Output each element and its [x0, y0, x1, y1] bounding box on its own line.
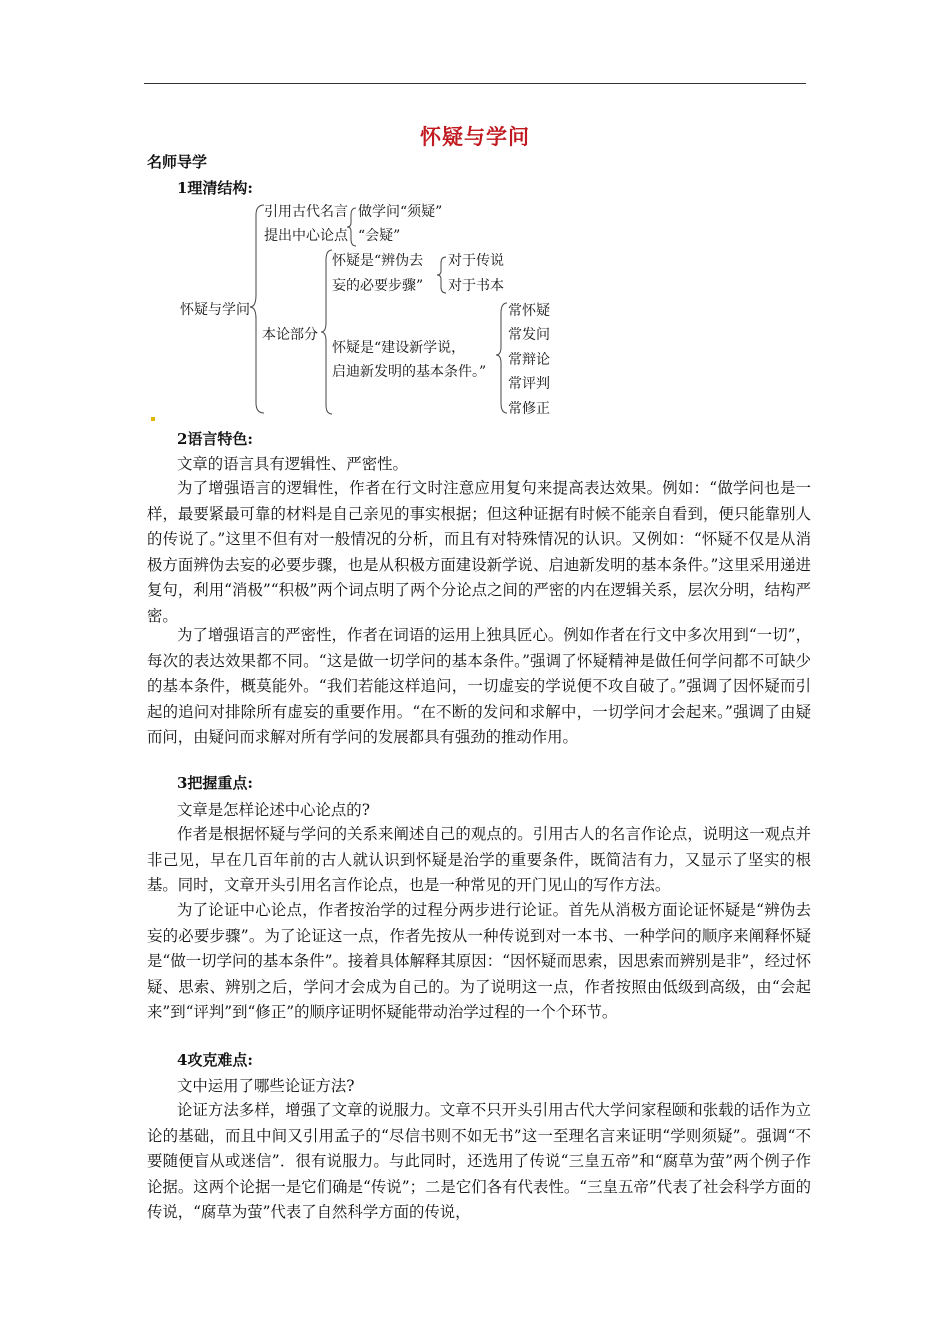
section-3-paragraph-2: 为了论证中心论点，作者按治学的过程分两步进行论证。首先从消极方面论证怀疑是“辨伪去妄的必要步骤”。为了论证这一点，作者先按从一种传说到对一本书、一种学问的顺序来阐释怀疑是“做一切学问的基本条件”。接着具体解释其原因：“因怀疑而思索，因思索而辨别是非”，经过怀疑、思索、辨别之后，学问才会成为自己的。为了说明这一点，作者按照由低级到高级，由“会起来”到“评判”到“修正”的顺序证明怀疑能带动治学过程的一个个环节。 — [147, 901, 811, 1021]
section-4-paragraph-1: 论证方法多样，增强了文章的说服力。文章不只开头引用古代大学问家程颐和张载的话作为立论的基础，而且中间又引用孟子的“尽信书则不如无书”这一至理名言来证明“学则须疑”。强调“不要随便盲从或迷信”．很有说服力。与此同时，还选用了传说“三皇五帝”和“腐草为萤”两个例子作论据。这两个论据一是它们确是“传说”；二是它们各有代表性。“三皇五帝”代表了社会科学方面的传说，“腐草为萤”代表了自然科学方面的传说， — [147, 1101, 811, 1221]
section-3-paragraph-1: 作者是根据怀疑与学问的关系来阐述自己的观点的。引用古人的名言作论点，说明这一观点并非己见，早在几百年前的古人就认识到怀疑是治学的重要条件，既简洁有力，又显示了坚实的根基。同时，文章开头引用名言作论点，也是一种常见的开门见山的写作方法。 — [147, 825, 811, 894]
section-4-question: 文中运用了哪些论证方法? — [177, 1077, 355, 1095]
diagram-intro-line1: 引用古代名言 — [264, 204, 348, 220]
diagram-b1-sub1: 对于传说 — [448, 253, 504, 269]
diagram-intro-line2: 提出中心论点 — [264, 228, 348, 244]
section-4-heading: 4攻克难点: — [177, 1051, 253, 1069]
diagram-intro-sub2: “会疑” — [358, 228, 401, 244]
diagram-body: 本论部分 — [262, 327, 318, 343]
page-title: 怀疑与学问 — [420, 124, 530, 149]
diagram-b2-item: 常发问 — [508, 327, 550, 343]
section-2-intro: 文章的语言具有逻辑性、严密性。 — [177, 455, 408, 473]
structure-diagram — [170, 195, 570, 420]
section-3-question: 文章是怎样论述中心论点的? — [177, 801, 370, 819]
diagram-b2-item: 常评判 — [508, 376, 550, 392]
diagram-intro-sub1: 做学问“须疑” — [358, 204, 443, 220]
section-2-heading: 2语言特色: — [177, 430, 253, 448]
diagram-b2-item: 常修正 — [508, 401, 550, 417]
diagram-root: 怀疑与学问 — [180, 302, 250, 318]
b2-brace — [496, 303, 507, 413]
diagram-b2-line1: 怀疑是“建设新学说， — [332, 340, 466, 356]
diagram-b1-sub2: 对于书本 — [448, 278, 504, 294]
section-1-heading: 1理清结构: — [177, 179, 253, 197]
marker-dot — [151, 417, 155, 421]
diagram-b1-line1: 怀疑是“辨伪去 — [332, 253, 424, 269]
intro-brace — [347, 208, 356, 246]
section-3-heading: 3把握重点: — [177, 774, 253, 792]
section-2-paragraph-2: 为了增强语言的严密性，作者在词语的运用上独具匠心。例如作者在行文中多次用到“一切”，每次的表达效果都不同。“这是做一切学问的基本条件。”强调了怀疑精神是做任何学问都不可缺少的基本条件，概莫能外。“我们若能这样追问，一切虚妄的学说便不攻自破了。”强调了因怀疑而引起的追问对排除所有虚妄的重要作用。“在不断的发问和求解中，一切学问才会起来。”强调了由疑而问，由疑问而求解对所有学问的发展都具有强劲的推动作用。 — [147, 626, 811, 746]
header-rule — [144, 83, 806, 84]
guide-heading: 名师导学 — [147, 153, 208, 171]
b1-brace — [437, 257, 446, 293]
diagram-b2-item: 常辩论 — [508, 352, 550, 368]
diagram-b2-line2: 启迪新发明的基本条件。” — [332, 364, 487, 380]
diagram-b2-item: 常怀疑 — [508, 303, 550, 319]
body-brace — [321, 250, 332, 414]
root-brace — [250, 205, 264, 413]
section-2-paragraph-1: 为了增强语言的逻辑性，作者在行文时注意应用复句来提高表达效果。例如：“做学问也是一样，最要紧最可靠的材料是自己亲见的事实根据；但这种证据有时候不能亲自看到，便只能靠别人的传说了。”这里不但有对一般情况的分析，而且有对特殊情况的认识。又例如：“怀疑不仅是从消极方面辨伪去妄的必要步骤，也是从积极方面建设新学说、启迪新发明的基本条件。”这里采用递进复句，利用“消极”“积极”两个词点明了两个分论点之间的严密的内在逻辑关系，层次分明，结构严密。 — [147, 479, 811, 625]
diagram-b1-line2: 妄的必要步骤” — [332, 278, 424, 294]
